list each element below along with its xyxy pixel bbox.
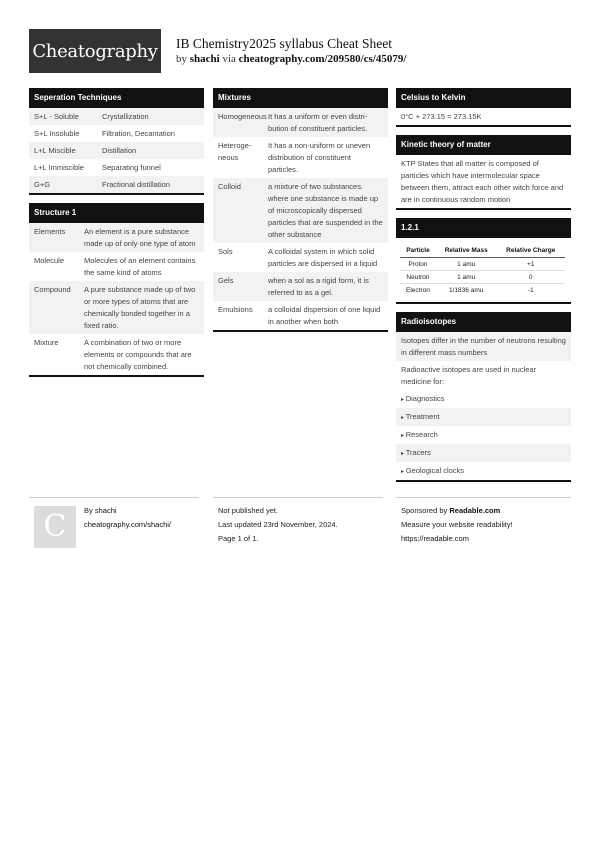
sheet-url-link[interactable]: cheatography.com/209580/cs/45079/ bbox=[238, 53, 407, 65]
table-row bbox=[400, 284, 565, 297]
table-row bbox=[213, 137, 388, 178]
table-row bbox=[29, 223, 204, 252]
section-text: KTP States that all matter is composed of particles which have intermolecular space between them, attract each other witch force and are in continuous random motion bbox=[401, 158, 564, 204]
row-key: L+L Immiscible bbox=[34, 162, 84, 172]
particles-table bbox=[400, 244, 565, 296]
list-item: ▸ Geological clocks bbox=[396, 462, 571, 480]
page-count: Page 1 of 1. bbox=[218, 534, 259, 543]
author-link[interactable]: shachi bbox=[189, 53, 220, 65]
table-row bbox=[29, 108, 204, 125]
section-text: Radioactive isotopes are used in nuclear medicine for: bbox=[401, 364, 537, 386]
row-key: Heterogeneous bbox=[218, 140, 252, 162]
cheatography-logo[interactable]: Cheatography bbox=[29, 29, 161, 73]
row-key: Homogeneous bbox=[218, 111, 267, 121]
page-subtitle bbox=[176, 53, 406, 65]
table-cell: 1 amu bbox=[436, 258, 497, 271]
table-row bbox=[29, 159, 204, 176]
table-cell: Electron bbox=[400, 284, 436, 297]
table-header: Particle bbox=[400, 244, 436, 258]
row-value: It has a uniform or even distribution of constituent particles. bbox=[268, 111, 368, 133]
row-key: S+L - Soluble bbox=[34, 111, 79, 121]
table-cell: -1 bbox=[496, 284, 565, 297]
footer-author-url[interactable]: cheatography.com/shachi/ bbox=[84, 520, 171, 529]
row-value: Crystallization bbox=[102, 111, 149, 121]
section-title: Mixtures bbox=[213, 88, 388, 108]
particles-section bbox=[396, 218, 571, 304]
row-value: a mixture of two substances. where one substance is made up of microscopically dispersed particles that are suspended in the other substance bbox=[268, 181, 383, 239]
page-title: IB Chemistry2025 syllabus Cheat Sheet bbox=[176, 36, 392, 51]
section-title: Seperation Techniques bbox=[29, 88, 204, 108]
table-row bbox=[213, 272, 388, 301]
sponsor-url[interactable]: https://readable.com bbox=[401, 534, 469, 543]
row-value: Molecules of an element contains the same kind of atoms bbox=[84, 255, 196, 277]
section-title: Kinetic theory of matter bbox=[396, 135, 571, 155]
section-text: Isotopes differ in the number of neutrons resulting in different mass numbers bbox=[396, 332, 571, 361]
column-2 bbox=[213, 88, 388, 340]
row-key: G+G bbox=[34, 179, 51, 189]
footer-sponsor bbox=[396, 497, 571, 558]
row-value: A pure substance made up of two or more types of atoms that are chemically bonded together in a fixed ratio. bbox=[84, 284, 196, 330]
row-key: Mixture bbox=[34, 337, 59, 347]
sponsor-link[interactable]: Readable.com bbox=[449, 506, 501, 515]
row-key: Elements bbox=[34, 226, 66, 236]
row-key: Compound bbox=[34, 284, 71, 294]
row-key: Colloid bbox=[218, 181, 241, 191]
table-cell: Neutron bbox=[400, 271, 436, 284]
section-title: Celsius to Kelvin bbox=[396, 88, 571, 108]
kinetic-section bbox=[396, 135, 571, 210]
row-key: Emulsions bbox=[218, 304, 253, 314]
table-row bbox=[29, 125, 204, 142]
row-key: S+L Insoluble bbox=[34, 128, 80, 138]
row-key: Sols bbox=[218, 246, 233, 256]
via-label: via bbox=[222, 53, 236, 65]
sponsored-label: Sponsored by bbox=[401, 506, 448, 515]
row-value: Distillation bbox=[102, 145, 137, 155]
table-row bbox=[29, 334, 204, 375]
section-title: Radioisotopes bbox=[396, 312, 571, 332]
sponsor-tagline: Measure your website readability! bbox=[401, 520, 513, 529]
table-row bbox=[400, 271, 565, 284]
table-header: Relative Charge bbox=[496, 244, 565, 258]
row-value: A colloidal system in which solid particles are dispersed in a liquid bbox=[268, 246, 378, 268]
mixtures-section bbox=[213, 88, 388, 332]
list-item: ▸ Treatment bbox=[396, 408, 571, 426]
section-text: 0°C + 273.15 = 273.15K bbox=[401, 111, 482, 121]
row-value: A combination of two or more elements or compounds that are not chemically combined. bbox=[84, 337, 192, 371]
footer-status bbox=[213, 497, 383, 558]
avatar[interactable]: C bbox=[34, 506, 76, 548]
table-row bbox=[29, 176, 204, 193]
table-row bbox=[213, 108, 388, 137]
row-key: Molecule bbox=[34, 255, 65, 265]
table-cell: 1 amu bbox=[436, 271, 497, 284]
table-row bbox=[213, 243, 388, 272]
row-value: Fractional distillation bbox=[102, 179, 170, 189]
table-row bbox=[29, 281, 204, 334]
table-cell: Proton bbox=[400, 258, 436, 271]
table-cell: +1 bbox=[496, 258, 565, 271]
table-row bbox=[400, 258, 565, 271]
section-title: Structure 1 bbox=[29, 203, 204, 223]
row-value: Separating funnel bbox=[102, 162, 161, 172]
by-label: By bbox=[84, 506, 93, 515]
row-value: a colloidal dispersion of one liquid in another when both bbox=[268, 304, 381, 326]
structure-section bbox=[29, 203, 204, 377]
footer-author-link[interactable]: shachi bbox=[94, 506, 117, 515]
radioisotopes-section bbox=[396, 312, 571, 482]
table-row bbox=[29, 142, 204, 159]
column-1 bbox=[29, 88, 204, 385]
list-item: ▸ Tracers bbox=[396, 444, 571, 462]
celsius-section bbox=[396, 88, 571, 127]
table-row bbox=[213, 301, 388, 330]
list-item: ▸ Research bbox=[396, 426, 571, 444]
table-header: Relative Mass bbox=[436, 244, 497, 258]
table-cell: 0 bbox=[496, 271, 565, 284]
row-key: Gels bbox=[218, 275, 234, 285]
separation-section bbox=[29, 88, 204, 195]
row-value: when a sol as a rigid form, it is referred to as a gel. bbox=[268, 275, 369, 297]
by-label: by bbox=[176, 53, 187, 65]
list-item: ▸ Diagnostics bbox=[396, 390, 571, 408]
section-title: 1.2.1 bbox=[396, 218, 571, 238]
table-row bbox=[213, 178, 388, 243]
footer-author bbox=[29, 497, 199, 558]
column-3 bbox=[396, 88, 571, 490]
published-status: Not published yet. bbox=[218, 506, 279, 515]
table-row bbox=[29, 252, 204, 281]
row-value: It has a non-uniform or uneven distribution of constituent particles. bbox=[268, 140, 371, 174]
last-updated: Last updated 23rd November, 2024. bbox=[218, 520, 338, 529]
row-value: Filtration, Decantation bbox=[102, 128, 175, 138]
row-value: An element is a pure substance made up of only one type of atom bbox=[84, 226, 196, 248]
row-key: L+L Miscible bbox=[34, 145, 76, 155]
table-cell: 1/1836 amu bbox=[436, 284, 497, 297]
